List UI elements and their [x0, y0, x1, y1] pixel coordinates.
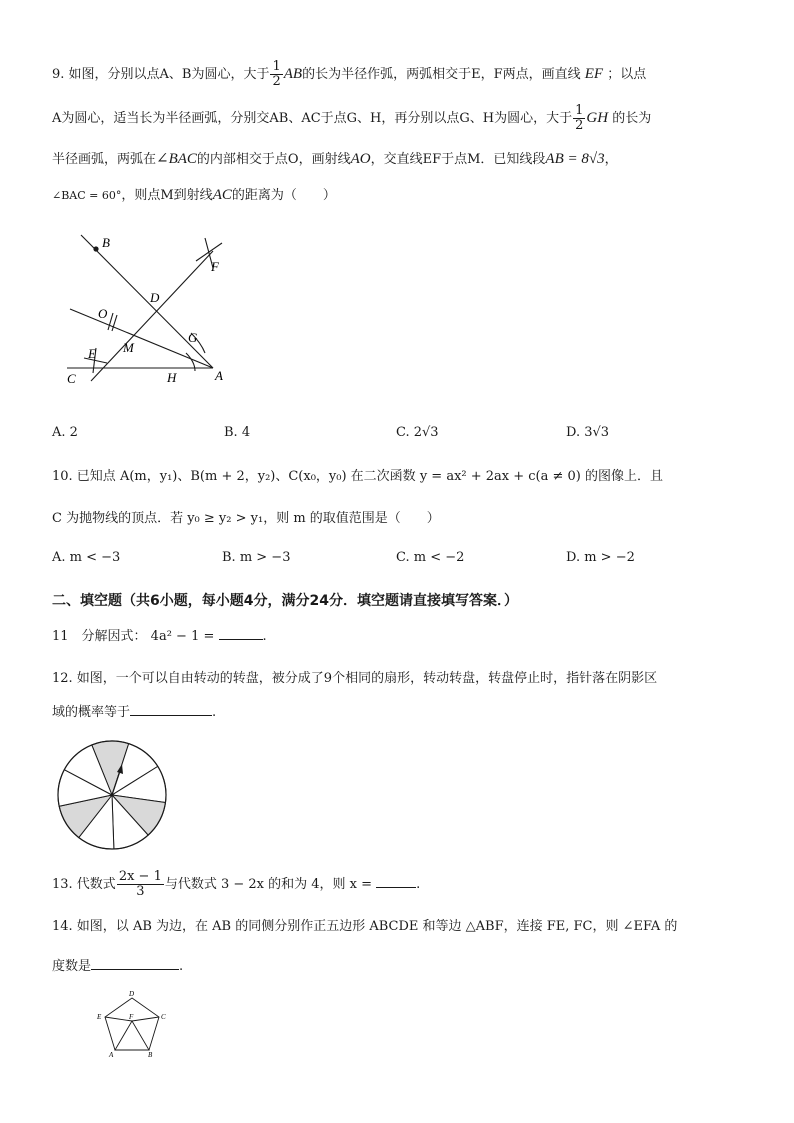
label-c: C [67, 371, 76, 386]
q13-line: 13. 代数式 $\frac{2x - 1}{3}$ 与代数式 3 − 2x 的和为 4，则 x = . [52, 869, 421, 899]
q9-line-1: 9. 如图，分别以点A、B为圆心，大于 $\frac{1}{2}$ AB的长为半径作弧，两弧相交于E，F两点，画直线 EF ；以点 [52, 59, 647, 89]
q10-option-b[interactable]: B. m > −3 [222, 550, 291, 565]
q9-option-d[interactable]: D. 3√3 [566, 425, 610, 440]
label-e: E [97, 1013, 102, 1021]
q14-pentagon-figure [92, 990, 176, 1062]
arc-o1 [108, 313, 113, 330]
q10-line-2: C 为抛物线的顶点．若 y₀ ≥ y₂ > y₁，则 m 的取值范围是（ ） [52, 511, 440, 526]
segment-fc [132, 1017, 159, 1021]
q13-answer-blank[interactable] [376, 887, 416, 888]
segment-ab [81, 235, 213, 368]
q10-line-1: 10. 已知点 A(m，y₁)、B(m + 2，y₂)、C(x₀，y₀) 在二次函数 y = ax² + 2ax + c(a ≠ 0) 的图像上．且 [52, 469, 664, 484]
label-c: C [161, 1013, 166, 1021]
triangle-abf [115, 1021, 149, 1050]
label-g: G [188, 330, 198, 345]
q9-option-a[interactable]: A. 2 [52, 425, 78, 440]
label-f: F [129, 1013, 134, 1021]
q9-text: 9. 如图，分别以点A、B为圆心，大于 [52, 67, 270, 82]
q10-option-a[interactable]: A. m < −3 [52, 550, 121, 565]
label-e: E [88, 346, 96, 361]
q9-line-3: 半径画弧，两弧在∠BAC的内部相交于点O，画射线AO，交直线EF于点M．已知线段AB = 8√3， [52, 151, 618, 167]
q9-line-4: ∠BAC = 60°，则点M到射线AC的距离为（ ） [52, 187, 336, 203]
label-o: O [98, 306, 108, 321]
label-d: D [129, 990, 135, 998]
q9-geometry-figure [55, 225, 255, 395]
label-a: A [215, 368, 223, 383]
label-b: B [148, 1051, 153, 1059]
q12-line-1: 12. 如图，一个可以自由转动的转盘，被分成了9个相同的扇形，转动转盘，转盘停止时，指针落在阴影区 [52, 671, 658, 686]
segment-fe [105, 1017, 132, 1021]
label-h: H [167, 370, 177, 385]
q14-line-2: 度数是 . [52, 959, 184, 974]
q12-answer-blank[interactable] [130, 715, 212, 716]
q9-option-c[interactable]: C. 2√3 [396, 425, 439, 440]
section-2-heading: 二、填空题（共6小题，每小题4分，满分24分．填空题请直接填写答案．） [52, 593, 518, 609]
q14-answer-blank[interactable] [91, 969, 179, 970]
q11-answer-blank[interactable] [219, 639, 263, 640]
q9-fraction-2: $\frac{1}{2}$ [575, 103, 584, 133]
q14-line-1: 14. 如图，以 AB 为边，在 AB 的同侧分别作正五边形 ABCDE 和等边 △ABF，连接 FE, FC，则 ∠EFA 的 [52, 919, 678, 934]
label-f: F [211, 259, 219, 274]
q12-line-2: 域的概率等于 . [52, 705, 217, 720]
q9-option-b[interactable]: B. 4 [224, 425, 251, 440]
label-m: M [123, 340, 134, 355]
q9-line-2: A为圆心，适当长为半径画弧，分别交AB、AC于点G、H，再分别以点G、H为圆心，大于 $\frac{1}{2}$ GH 的长为 [52, 103, 652, 133]
q9-fraction-1: $\frac{1}{2}$ [272, 59, 281, 89]
label-d: D [150, 290, 160, 305]
line-ef [91, 251, 213, 381]
q12-spinner-figure [50, 738, 174, 854]
label-b: B [102, 235, 110, 250]
label-a: A [109, 1051, 114, 1059]
q13-fraction: $\frac{2x - 1}{3}$ [118, 869, 162, 899]
point-b-dot [93, 246, 98, 251]
q11-line: 11 分解因式： 4a² − 1 = . [52, 629, 267, 644]
q10-option-d[interactable]: D. m > −2 [566, 550, 635, 565]
q10-option-c[interactable]: C. m < −2 [396, 550, 465, 565]
pentagon-abcde [105, 998, 159, 1050]
